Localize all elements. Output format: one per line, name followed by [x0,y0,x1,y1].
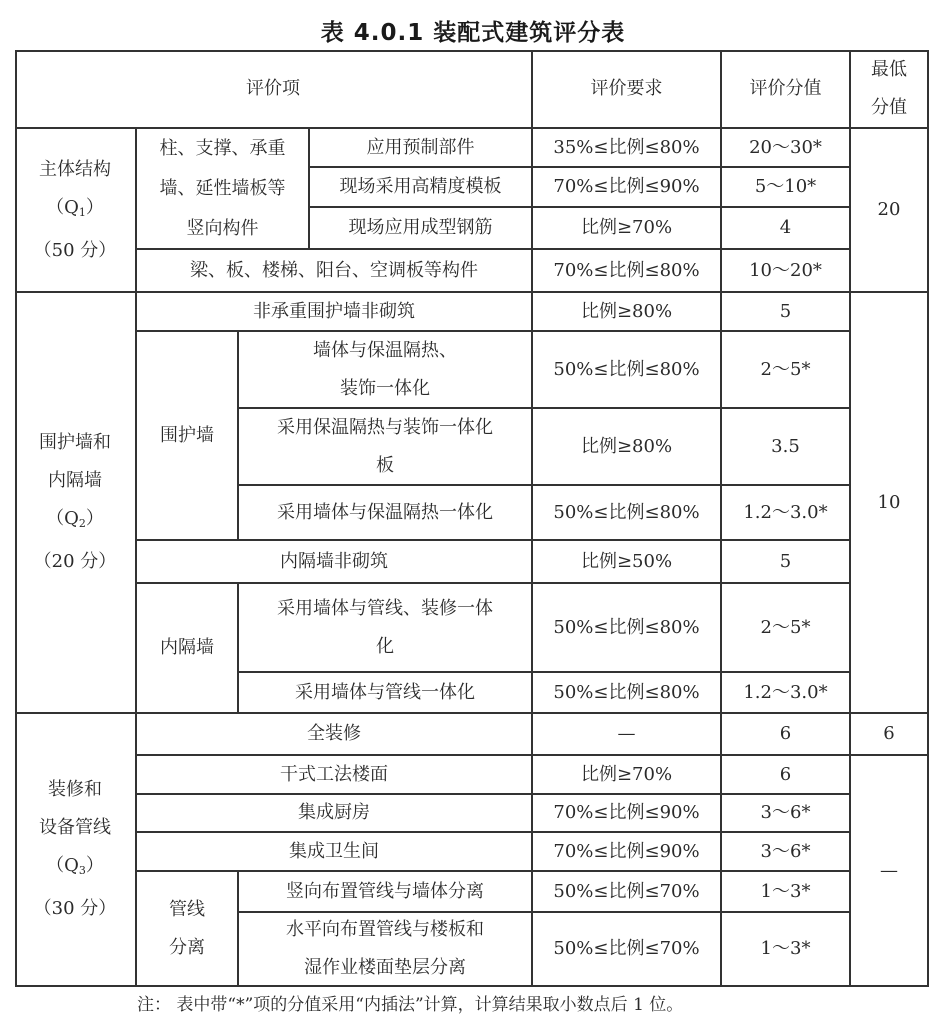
table-row-requirement: 70%≤比例≤90% [533,168,722,208]
code-prefix: （Q [46,508,79,529]
header-item-label: 评价项 [246,77,300,99]
code-prefix: （Q [46,855,79,876]
table-row-item: 现场应用成型钢筋 [310,208,533,250]
table-row-item: 集成厨房 [137,795,533,833]
header-score-label: 评价分值 [749,77,822,99]
code-subscript: 1 [78,205,86,219]
table-row-requirement: 比例≥80% [533,293,722,332]
section-name: 主体结构 [39,158,111,180]
section-name-line1: 围护墙和 [39,432,111,453]
item-line2: 湿作业楼面垫层分离 [304,957,466,978]
table-row-score: 10～20* [722,250,851,293]
table-row-score: 6 [722,714,851,756]
section-code [46,500,104,543]
section-points: （50 分） [33,239,117,261]
item-line1: 采用保温隔热与装饰一体化 [277,416,493,438]
table-row-item: 干式工法楼面 [137,756,533,795]
table-row-score: 2～5* [722,332,851,409]
table-row-item: 非承重围护墙非砌筑 [137,293,533,332]
group-vertical-members [137,129,310,250]
table-row-requirement: 比例≥80% [533,409,722,486]
table-row-item: 集成卫生间 [137,833,533,872]
table-row-requirement: 50%≤比例≤70% [533,872,722,913]
min-score-section1: 20 [851,129,929,293]
footnote: 注： 表中带“*”项的分值采用“内插法”计算，计算结果取小数点后 1 位。 [137,995,684,1015]
section-main-structure [15,129,137,293]
table-row-score: 3～6* [722,795,851,833]
table-row-item [239,584,533,673]
table-title: 表 4.0.1 装配式建筑评分表 [320,20,626,46]
table-row-item: 现场采用高精度模板 [310,168,533,208]
group-pipe-separation [137,872,239,987]
code-subscript: 2 [78,517,86,530]
item-line2: 化 [376,635,394,657]
table-row-requirement: 50%≤比例≤80% [533,584,722,673]
table-row-score: 2～5* [722,584,851,673]
table-row-item: 梁、板、楼梯、阳台、空调板等构件 [137,250,533,293]
table-row-score: 1.2～3.0* [722,673,851,714]
code-prefix: （Q [46,196,79,218]
min-score-full-fitout: 6 [851,714,929,756]
header-requirement-label: 评价要求 [590,77,663,99]
group-line2: 墙、延性墙板等 [159,177,286,199]
table-row-requirement: 50%≤比例≤80% [533,332,722,409]
min-score-section3: — [851,756,929,987]
table-row-item [239,409,533,486]
table-row-requirement: 50%≤比例≤80% [533,673,722,714]
table-row-score: 1～3* [722,913,851,987]
table-row-item: 应用预制部件 [310,129,533,168]
section-name-line1: 装修和 [48,779,102,800]
code-suffix: ） [85,855,104,876]
header-score [722,50,851,129]
section-points: （20 分） [33,551,117,572]
table-row-item [239,332,533,409]
table-row-score: 6 [722,756,851,795]
item-line2: 板 [376,454,394,476]
table-row-item: 内隔墙非砌筑 [137,541,533,584]
group-line3: 竖向构件 [186,217,259,239]
table-row-item: 采用墙体与管线一体化 [239,673,533,714]
table-row-score: 1.2～3.0* [722,486,851,541]
group-partition-wall: 内隔墙 [137,584,239,714]
table-row-score: 3.5 [722,409,851,486]
section-walls [15,293,137,714]
code-suffix: ） [85,508,104,529]
item-line2: 装饰一体化 [340,377,430,399]
section-name-line2: 设备管线 [39,817,111,838]
table-row-score: 5 [722,541,851,584]
group-line1: 管线 [169,898,205,920]
group-line1: 柱、支撑、承重 [159,137,286,159]
header-min-score-line1: 最低 [871,58,907,80]
section-points: （30 分） [33,898,117,919]
header-min-score [851,50,929,129]
table-row-item: 全装修 [137,714,533,756]
group-line2: 分离 [169,936,205,958]
group-enclosure-wall: 围护墙 [137,332,239,541]
table-row-requirement: 70%≤比例≤90% [533,833,722,872]
table-row-requirement: — [533,714,722,756]
table-row-item [239,913,533,987]
table-row-item: 竖向布置管线与墙体分离 [239,872,533,913]
section-code [46,847,104,890]
table-row-score: 5～10* [722,168,851,208]
table-row-requirement: 70%≤比例≤90% [533,795,722,833]
table-row-score: 4 [722,208,851,250]
item-line1: 采用墙体与管线、装修一体 [277,597,493,619]
table-row-score: 20～30* [722,129,851,168]
table-row-item: 采用墙体与保温隔热一体化 [239,486,533,541]
item-line1: 水平向布置管线与楼板和 [286,919,484,940]
section-fitout-equipment [15,714,137,987]
table-row-score: 1～3* [722,872,851,913]
header-item [15,50,533,129]
header-requirement [533,50,722,129]
item-line1: 墙体与保温隔热、 [313,339,457,361]
table-row-requirement: 比例≥70% [533,208,722,250]
table-row-requirement: 50%≤比例≤70% [533,913,722,987]
code-subscript: 3 [78,864,86,877]
header-min-score-line2: 分值 [871,96,907,118]
table-row-requirement: 比例≥70% [533,756,722,795]
table-row-score: 3～6* [722,833,851,872]
table-row-requirement: 比例≥50% [533,541,722,584]
code-suffix: ） [85,196,104,218]
table-row-requirement: 35%≤比例≤80% [533,129,722,168]
table-row-score: 5 [722,293,851,332]
table-row-requirement: 50%≤比例≤80% [533,486,722,541]
section-code [46,189,104,232]
section-name-line2: 内隔墙 [48,470,102,491]
table-row-requirement: 70%≤比例≤80% [533,250,722,293]
min-score-section2: 10 [851,293,929,714]
